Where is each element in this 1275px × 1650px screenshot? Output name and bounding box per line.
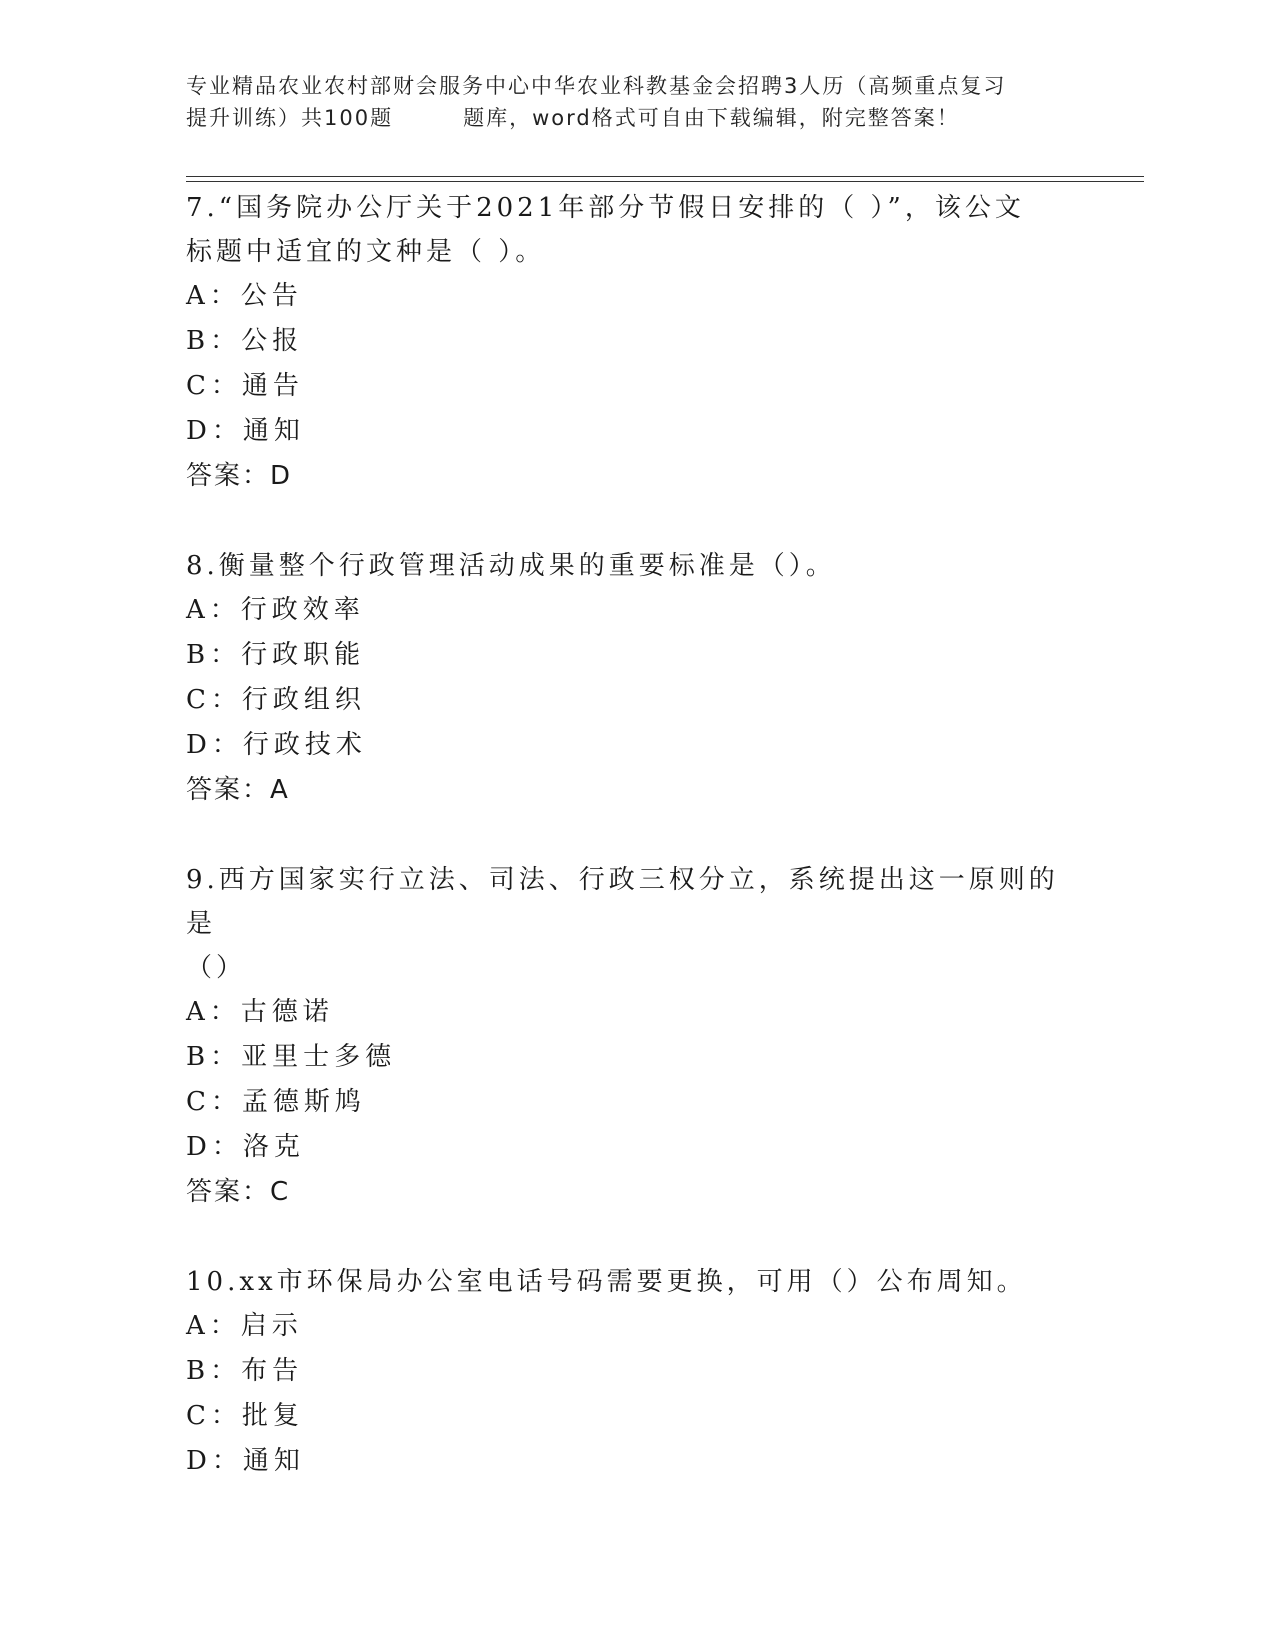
- question-8: [186, 544, 1086, 812]
- option-a: A：古德诺: [186, 997, 334, 1027]
- answer-line: 答案：C: [186, 1177, 291, 1207]
- option-b: B：行政职能: [186, 640, 366, 670]
- question-stem: 7.“国务院办公厅关于2021年部分节假日安排的（ ）”，该公文: [186, 193, 1025, 223]
- option-d: D：行政技术: [186, 730, 367, 760]
- option-c: C：批复: [186, 1401, 304, 1431]
- question-stem: 9.西方国家实行立法、司法、行政三权分立，系统提出这一原则的是: [186, 865, 1059, 939]
- option-a: A：行政效率: [186, 595, 365, 625]
- option-c: C：通告: [186, 371, 304, 401]
- question-10: [186, 1260, 1086, 1484]
- option-c: C：孟德斯鸠: [186, 1087, 366, 1117]
- option-b: B：亚里士多德: [186, 1042, 397, 1072]
- option-c: C：行政组织: [186, 685, 366, 715]
- header-line-2-right: 题库，word格式可自由下载编辑，附完整答案！: [463, 106, 960, 130]
- option-b: B：公报: [186, 326, 304, 356]
- option-d: D：通知: [186, 1446, 305, 1476]
- question-stem-continued: （）: [186, 953, 247, 983]
- option-a: A：启示: [186, 1311, 303, 1341]
- question-stem: 10.xx市环保局办公室电话号码需要更换，可用（）公布周知。: [186, 1267, 1027, 1297]
- option-a: A：公告: [186, 281, 303, 311]
- option-b: B：布告: [186, 1356, 304, 1386]
- option-d: D：洛克: [186, 1132, 305, 1162]
- header-rule-top: [186, 176, 1144, 177]
- question-list: [186, 186, 1086, 1484]
- answer-line: 答案：A: [186, 775, 290, 805]
- question-stem: 8.衡量整个行政管理活动成果的重要标准是（）。: [186, 551, 836, 581]
- question-7: [186, 186, 1086, 498]
- question-stem-continued: 标题中适宜的文种是（ ）。: [186, 237, 546, 267]
- header-line-2-left: 提升训练）共100题: [186, 106, 394, 130]
- option-d: D：通知: [186, 416, 305, 446]
- header-line-2: [186, 102, 1086, 134]
- answer-line: 答案：D: [186, 461, 293, 491]
- document-header: [186, 70, 1086, 134]
- header-rule-bottom: [186, 181, 1144, 182]
- question-9: [186, 858, 1086, 1214]
- header-line-1: 专业精品农业农村部财会服务中心中华农业科教基金会招聘3人历（高频重点复习: [186, 74, 1007, 98]
